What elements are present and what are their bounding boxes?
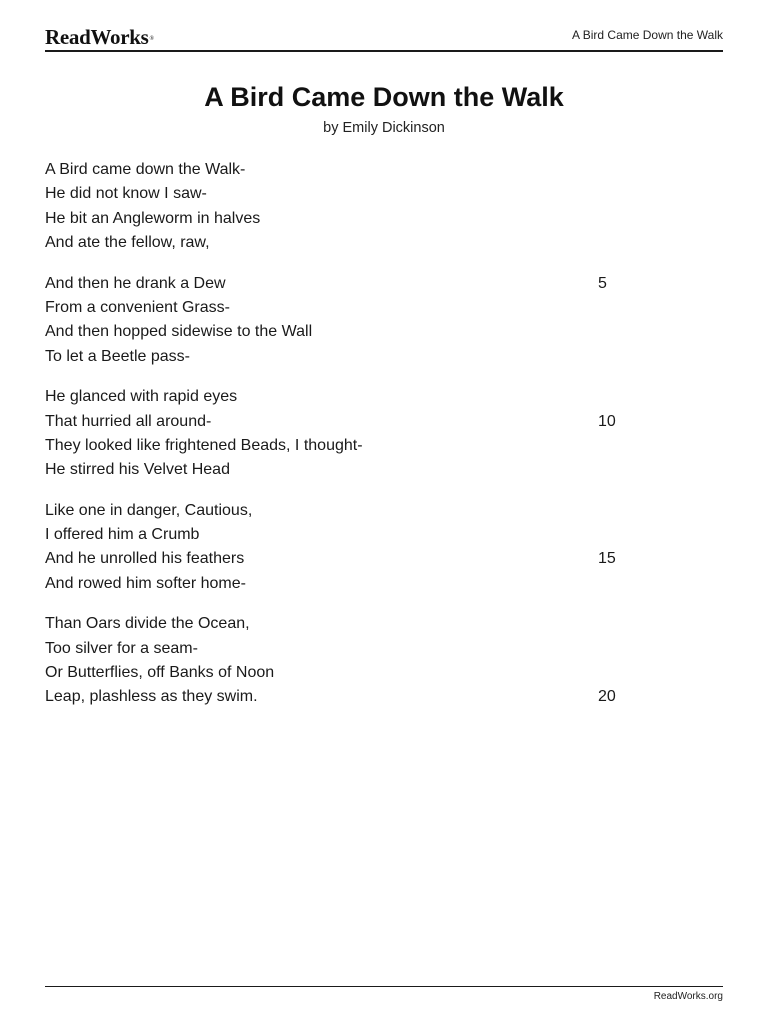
- poem-line-text: He stirred his Velvet Head: [45, 461, 230, 479]
- poem-line-text: From a convenient Grass-: [45, 298, 230, 316]
- poem-line-text: I offered him a Crumb: [45, 526, 200, 544]
- poem-line-text: They looked like frightened Beads, I thought-: [45, 436, 363, 454]
- document-title: A Bird Came Down the Walk: [204, 82, 564, 112]
- poem-line-text: Too silver for a seam-: [45, 639, 198, 657]
- poem-line: [45, 458, 625, 482]
- poem-line: [45, 385, 625, 409]
- poem-line: [45, 685, 625, 709]
- poem-line: [45, 345, 625, 369]
- logo-text: ReadWorks: [45, 25, 149, 49]
- line-number: 10: [598, 412, 616, 430]
- poem-line-text: He did not know I saw-: [45, 185, 207, 203]
- poem-line: [45, 207, 625, 231]
- stanza: [45, 158, 625, 256]
- registered-mark: ®: [149, 36, 154, 42]
- poem-line-text: And rowed him softer home-: [45, 574, 246, 592]
- poem-line: [45, 612, 625, 636]
- stanza: [45, 385, 625, 483]
- document-author: by Emily Dickinson: [323, 120, 445, 136]
- poem-line-text: And then hopped sidewise to the Wall: [45, 323, 313, 341]
- poem-line-text: He bit an Angleworm in halves: [45, 209, 261, 227]
- poem-line: [45, 296, 625, 320]
- poem-line: [45, 272, 625, 296]
- poem-line-text: He glanced with rapid eyes: [45, 388, 238, 406]
- page-footer: [45, 986, 723, 1002]
- footer-url: ReadWorks.org: [653, 991, 723, 1002]
- poem-line: [45, 499, 625, 523]
- poem-line: [45, 182, 625, 206]
- poem-line-text: Than Oars divide the Ocean,: [45, 615, 250, 633]
- poem-line-text: Like one in danger, Cautious,: [45, 501, 253, 519]
- poem-line-text: And he unrolled his feathers: [45, 550, 245, 568]
- line-number: 15: [598, 550, 616, 568]
- poem-line-text: Or Butterflies, off Banks of Noon: [45, 664, 275, 682]
- stanza: [45, 612, 625, 710]
- poem-line-text: And ate the fellow, raw,: [45, 234, 210, 252]
- header-title: A Bird Came Down the Walk: [572, 28, 723, 42]
- poem-line: [45, 547, 625, 571]
- poem-line-text: A Bird came down the Walk-: [45, 161, 246, 178]
- page-header: [45, 24, 723, 52]
- poem-body: [45, 158, 625, 726]
- poem-line: [45, 661, 625, 685]
- poem-line-text: To let a Beetle pass-: [45, 347, 190, 365]
- poem-line: [45, 434, 625, 458]
- poem-line: [45, 637, 625, 661]
- poem-line: [45, 158, 625, 182]
- line-number: 5: [598, 274, 607, 292]
- poem-line-text: That hurried all around-: [45, 412, 212, 430]
- poem-line: [45, 320, 625, 344]
- readworks-logo: [45, 24, 154, 50]
- poem-line: [45, 523, 625, 547]
- poem-line: [45, 410, 625, 434]
- stanza: [45, 499, 625, 597]
- poem-line-text: And then he drank a Dew: [45, 274, 226, 292]
- poem-line: [45, 231, 625, 255]
- poem-line-text: Leap, plashless as they swim.: [45, 688, 258, 706]
- poem-line: [45, 572, 625, 596]
- stanza: [45, 272, 625, 370]
- line-number: 20: [598, 688, 616, 706]
